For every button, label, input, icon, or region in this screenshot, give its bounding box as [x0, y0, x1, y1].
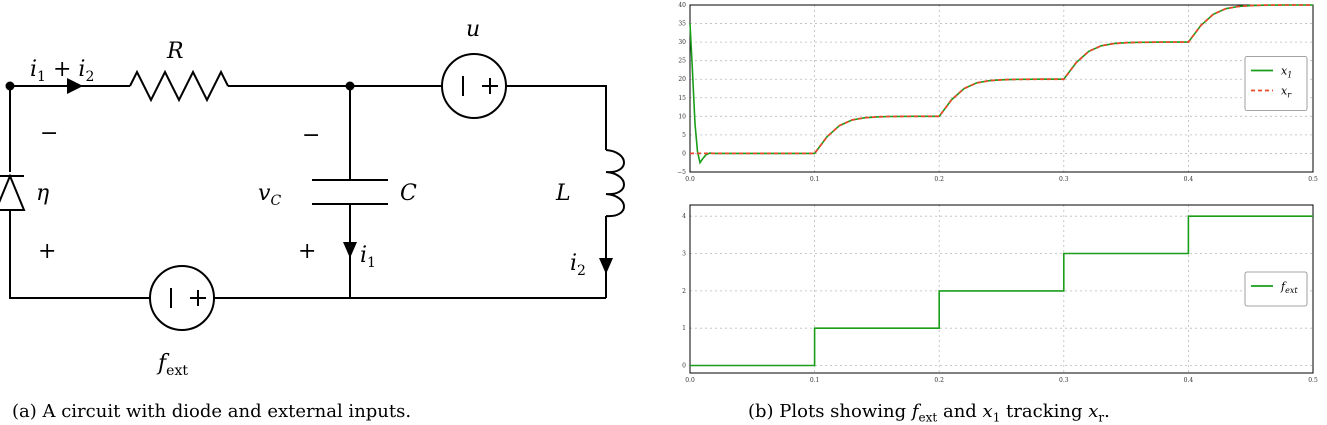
plot-frame	[690, 205, 1313, 373]
arrow-i1	[343, 242, 357, 258]
x-tick-label: 0.0	[685, 176, 695, 183]
y-tick-label: 1	[682, 325, 686, 333]
label-vc: $v_C$	[258, 181, 282, 209]
legend-box	[1245, 272, 1307, 306]
y-tick-label: 0	[682, 362, 686, 370]
diode-plus-sign: +	[38, 239, 57, 264]
label-i1-plus-i2: $i_1 + i_2$	[30, 57, 95, 85]
x-tick-label: 0.3	[1059, 176, 1069, 183]
x-tick-label: 0.3	[1059, 377, 1069, 384]
series-xr	[690, 5, 1313, 153]
y-tick-label: 20	[678, 76, 686, 84]
label-i1: $i_1$	[360, 243, 376, 271]
y-tick-label: 5	[682, 131, 686, 139]
caption-a: (a) A circuit with diode and external inputs.	[12, 401, 412, 422]
label-c: C	[400, 181, 417, 206]
diode-triangle	[0, 176, 24, 210]
node-mid	[346, 82, 355, 91]
y-tick-label: 15	[678, 94, 686, 102]
diode-minus-sign: −	[40, 121, 59, 146]
y-tick-label: 4	[682, 213, 686, 221]
label-u: u	[466, 17, 481, 42]
capacitor-plus-sign: +	[298, 239, 317, 264]
chart-2	[682, 205, 1318, 384]
x-tick-label: 0.4	[1183, 176, 1194, 183]
legend	[1245, 57, 1307, 111]
legend	[1245, 272, 1307, 306]
x-tick-label: 0.4	[1183, 377, 1194, 384]
plots-figure	[640, 0, 1327, 395]
node-left	[6, 82, 15, 91]
caption-b-text: (b) Plots showing $f_{ext}$ and $x_1$ tracking $x_r$.	[748, 401, 1110, 425]
y-tick-label: 30	[678, 39, 686, 47]
source-u-marks	[463, 76, 498, 96]
circuit-diagram-panel	[0, 0, 640, 423]
series-fext	[690, 216, 1313, 365]
y-tick-label: 40	[678, 2, 686, 9]
caption-b	[748, 401, 1110, 425]
resistor-r	[130, 72, 228, 100]
x-tick-label: 0.2	[934, 176, 944, 183]
legend-box	[1245, 57, 1307, 111]
y-tick-label: 0	[682, 150, 686, 158]
legend-label-x1: $x_1$	[1281, 64, 1293, 80]
y-tick-label: 2	[682, 287, 686, 295]
x-tick-label: 0.2	[934, 377, 944, 384]
top-right-wire	[506, 86, 606, 150]
y-tick-label: 10	[678, 113, 686, 121]
series-x1	[690, 5, 1313, 163]
x-tick-label: 0.5	[1308, 176, 1318, 183]
left-lower-wire	[10, 210, 150, 298]
y-tick-label: 35	[678, 20, 686, 28]
legend-label-xr: $x_r$	[1281, 84, 1292, 100]
x-tick-label: 0.1	[809, 176, 820, 183]
x-tick-label: 0.1	[809, 377, 820, 384]
capacitor-plates	[312, 180, 388, 204]
inductor-l	[606, 150, 624, 298]
label-l: L	[556, 181, 571, 206]
circuit-diagram	[0, 0, 640, 395]
y-tick-label: −5	[677, 169, 686, 176]
chart-1	[677, 2, 1318, 183]
label-i2: $i_2$	[570, 251, 586, 279]
y-tick-label: 25	[678, 57, 686, 65]
arrow-i2	[599, 258, 613, 274]
y-tick-label: 3	[682, 250, 686, 258]
label-fext: $f_{ext}$	[158, 351, 188, 379]
label-eta: η	[36, 181, 50, 206]
plot-frame	[690, 5, 1313, 172]
plots-panel	[640, 0, 1327, 423]
capacitor-minus-sign: −	[302, 123, 321, 148]
label-r: R	[167, 39, 184, 64]
legend-label-fext: $f_{ext}$	[1281, 280, 1298, 295]
source-fext-marks	[171, 288, 206, 308]
x-tick-label: 0.5	[1308, 377, 1318, 384]
x-tick-label: 0.0	[685, 377, 695, 384]
